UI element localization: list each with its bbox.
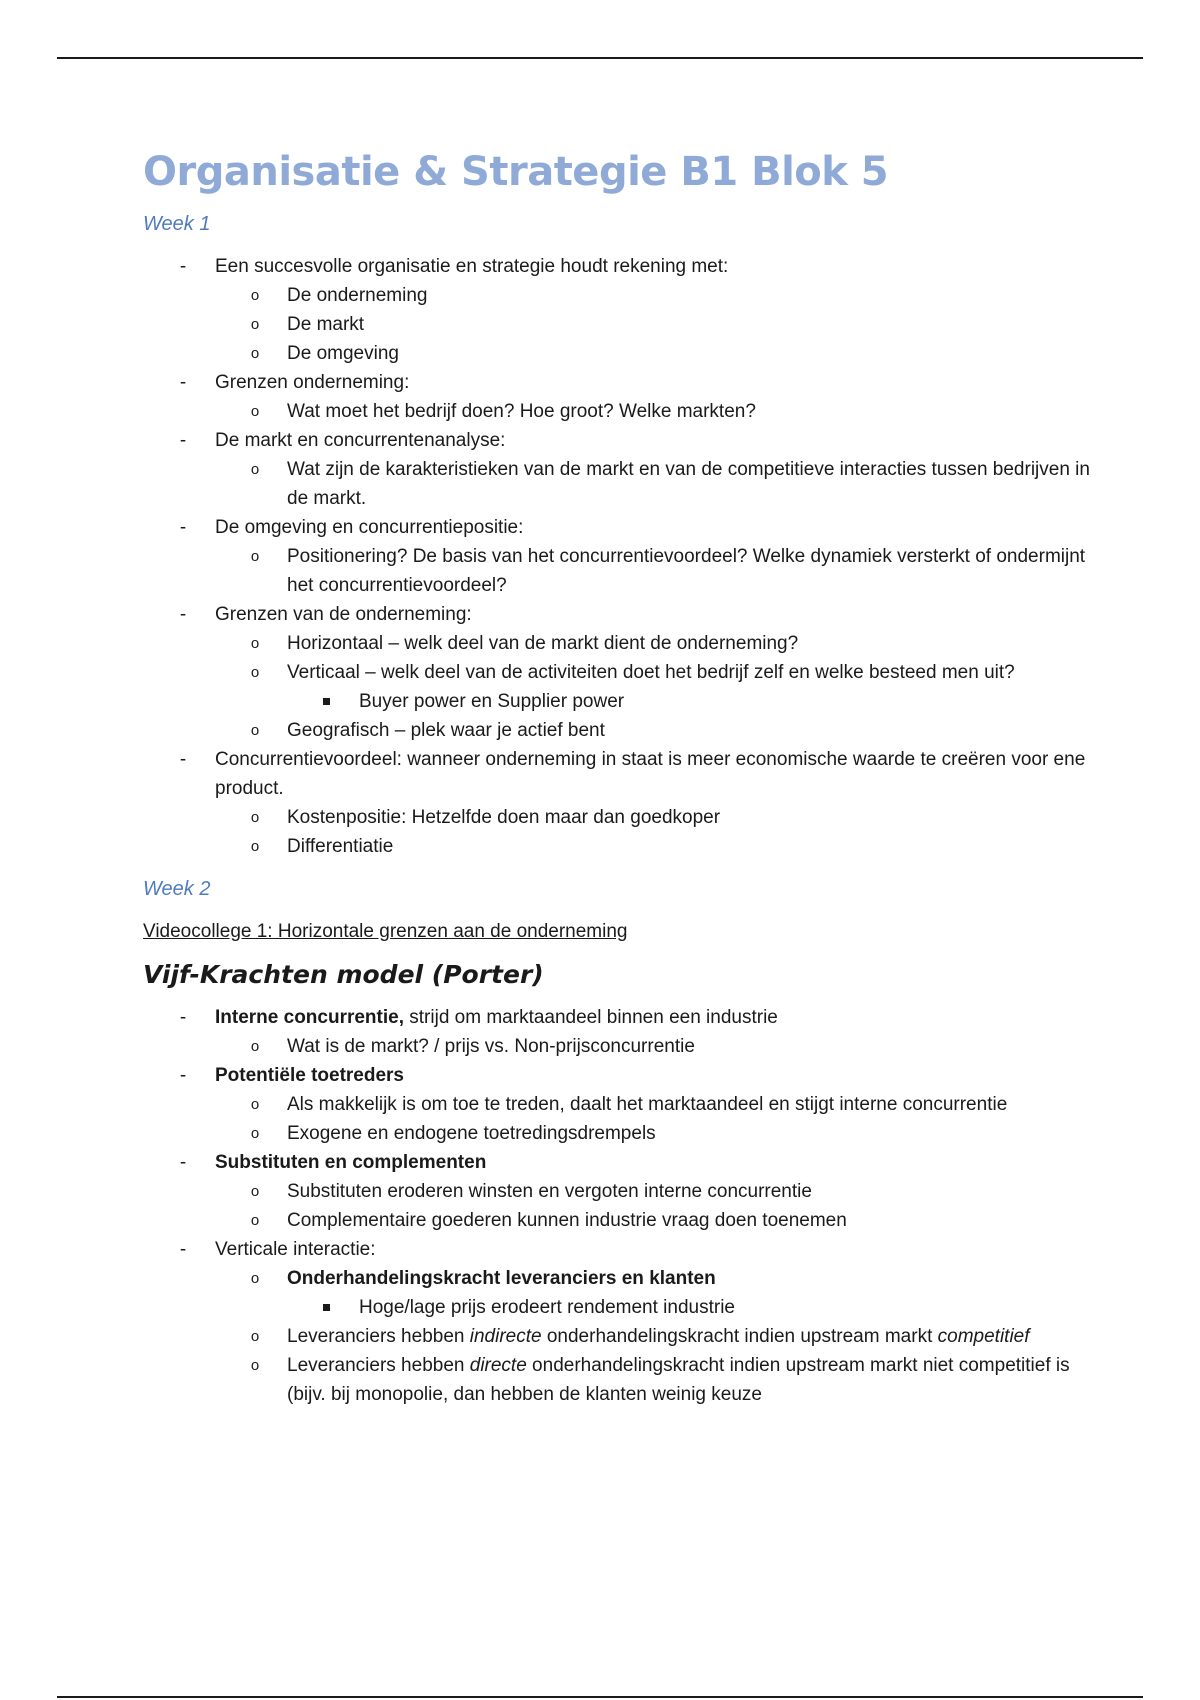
list-item: o Leveranciers hebben indirecte onderhandelingskracht indien upstream markt competitief: [215, 1322, 1103, 1351]
list-item: o Complementaire goederen kunnen industrie vraag doen toenemen: [215, 1206, 1103, 1235]
circle-bullet: o: [250, 1096, 260, 1113]
circle-bullet: o: [250, 1038, 260, 1055]
dash-bullet: -: [179, 1065, 187, 1086]
document-title: Organisatie & Strategie B1 Blok 5: [143, 149, 889, 195]
circle-bullet: o: [250, 1183, 260, 1200]
dash-bullet: -: [179, 430, 187, 451]
list-item: o Wat is de markt? / prijs vs. Non-prijsconcurrentie: [215, 1032, 1103, 1061]
circle-bullet: o: [250, 838, 260, 855]
list-item: - Grenzen van de onderneming: o Horizontaal – welk deel van de markt dient de onderneming? o Verticaal – welk deel van de activiteiten doet het bedrijf zelf en welke besteed men uit? Buyer power en Supplier power o Geografisch – plek waar je actief bent: [143, 600, 1103, 745]
circle-bullet: o: [250, 809, 260, 826]
list-item: o Kostenpositie: Hetzelfde doen maar dan goedkoper: [215, 803, 1103, 832]
list-item: o Als makkelijk is om toe te treden, daalt het marktaandeel en stijgt interne concurrentie: [215, 1090, 1103, 1119]
list-item: o Differentiatie: [215, 832, 1103, 861]
circle-bullet: o: [250, 1270, 260, 1287]
circle-bullet: o: [250, 316, 260, 333]
dash-bullet: -: [179, 256, 187, 277]
dash-bullet: -: [179, 517, 187, 538]
square-bullet: [323, 1304, 330, 1311]
circle-bullet: o: [250, 664, 260, 681]
list-item: o Onderhandelingskracht leveranciers en klanten Hoge/lage prijs erodeert rendement industrie: [215, 1264, 1103, 1322]
circle-bullet: o: [250, 287, 260, 304]
circle-bullet: o: [250, 403, 260, 420]
list-item: o Substituten eroderen winsten en vergoten interne concurrentie: [215, 1177, 1103, 1206]
circle-bullet: o: [250, 461, 260, 478]
document-page: [143, 140, 1103, 1409]
footer-rule: [57, 1696, 1143, 1698]
dash-bullet: -: [179, 1007, 187, 1028]
list-item: o Geografisch – plek waar je actief bent: [215, 716, 1103, 745]
list-item: o Wat moet het bedrijf doen? Hoe groot? Welke markten?: [215, 397, 1103, 426]
list-item: Hoge/lage prijs erodeert rendement industrie: [287, 1293, 1103, 1322]
week-2-heading: Week 2: [143, 878, 211, 900]
list-item: - De omgeving en concurrentiepositie: o Positionering? De basis van het concurrentievoordeel? Welke dynamiek versterkt of ondermijnt het concurrentievoordeel?: [143, 513, 1103, 600]
list-item: - Een succesvolle organisatie en strategie houdt rekening met: o De onderneming o De markt o De omgeving: [143, 252, 1103, 368]
square-bullet: [323, 698, 330, 705]
week-1-heading: Week 1: [143, 213, 211, 235]
circle-bullet: o: [250, 1212, 260, 1229]
list-item: o De omgeving: [215, 339, 1103, 368]
list-item: - Interne concurrentie, strijd om marktaandeel binnen een industrie o Wat is de markt? / prijs vs. Non-prijsconcurrentie: [143, 1003, 1103, 1061]
list-item: o Wat zijn de karakteristieken van de markt en van de competitieve interacties tussen bedrijven in de markt.: [215, 455, 1103, 513]
list-item: Buyer power en Supplier power: [287, 687, 1103, 716]
list-item: o Horizontaal – welk deel van de markt dient de onderneming?: [215, 629, 1103, 658]
dash-bullet: -: [179, 1152, 187, 1173]
circle-bullet: o: [250, 1125, 260, 1142]
list-item: o Positionering? De basis van het concurrentievoordeel? Welke dynamiek versterkt of ondermijnt het concurrentievoordeel?: [215, 542, 1103, 600]
week-1-list: [143, 252, 1103, 861]
circle-bullet: o: [250, 635, 260, 652]
list-item: - Substituten en complementen o Substituten eroderen winsten en vergoten interne concurrentie o Complementaire goederen kunnen industrie vraag doen toenemen: [143, 1148, 1103, 1235]
circle-bullet: o: [250, 722, 260, 739]
list-item: - Grenzen onderneming: o Wat moet het bedrijf doen? Hoe groot? Welke markten?: [143, 368, 1103, 426]
list-item: - De markt en concurrentenanalyse: o Wat zijn de karakteristieken van de markt en van de competitieve interacties tussen bedrijven in de markt.: [143, 426, 1103, 513]
list-item: o Leveranciers hebben directe onderhandelingskracht indien upstream markt niet competitief is (bijv. bij monopolie, dan hebben de klanten weinig keuze: [215, 1351, 1103, 1409]
dash-bullet: -: [179, 1239, 187, 1260]
dash-bullet: -: [179, 604, 187, 625]
week-2-list: [143, 1003, 1103, 1409]
model-heading: Vijf-Krachten model (Porter): [143, 960, 544, 989]
list-item: - Verticale interactie: o Onderhandelingskracht leveranciers en klanten Hoge/lage prijs erodeert rendement industrie o Leveranciers hebben indirecte onderhandelingskracht indien upstream markt competitief o Leveranciers hebben directe onderhandelingskracht indien upstream markt niet competitief is (bijv. bij monopolie, dan hebben de klanten weinig keuze: [143, 1235, 1103, 1409]
circle-bullet: o: [250, 548, 260, 565]
video-lecture-title: Videocollege 1: Horizontale grenzen aan de onderneming: [143, 921, 628, 942]
list-item: - Potentiële toetreders o Als makkelijk is om toe te treden, daalt het marktaandeel en stijgt interne concurrentie o Exogene en endogene toetredingsdrempels: [143, 1061, 1103, 1148]
dash-bullet: -: [179, 372, 187, 393]
list-item: o De markt: [215, 310, 1103, 339]
list-item: o Exogene en endogene toetredingsdrempels: [215, 1119, 1103, 1148]
list-item: - Concurrentievoordeel: wanneer onderneming in staat is meer economische waarde te creëren voor ene product. o Kostenpositie: Hetzelfde doen maar dan goedkoper o Differentiatie: [143, 745, 1103, 861]
circle-bullet: o: [250, 345, 260, 362]
list-item: o Verticaal – welk deel van de activiteiten doet het bedrijf zelf en welke besteed men uit? Buyer power en Supplier power: [215, 658, 1103, 716]
header-rule: [57, 57, 1143, 59]
circle-bullet: o: [250, 1328, 260, 1345]
circle-bullet: o: [250, 1357, 260, 1374]
list-item: o De onderneming: [215, 281, 1103, 310]
dash-bullet: -: [179, 749, 187, 770]
